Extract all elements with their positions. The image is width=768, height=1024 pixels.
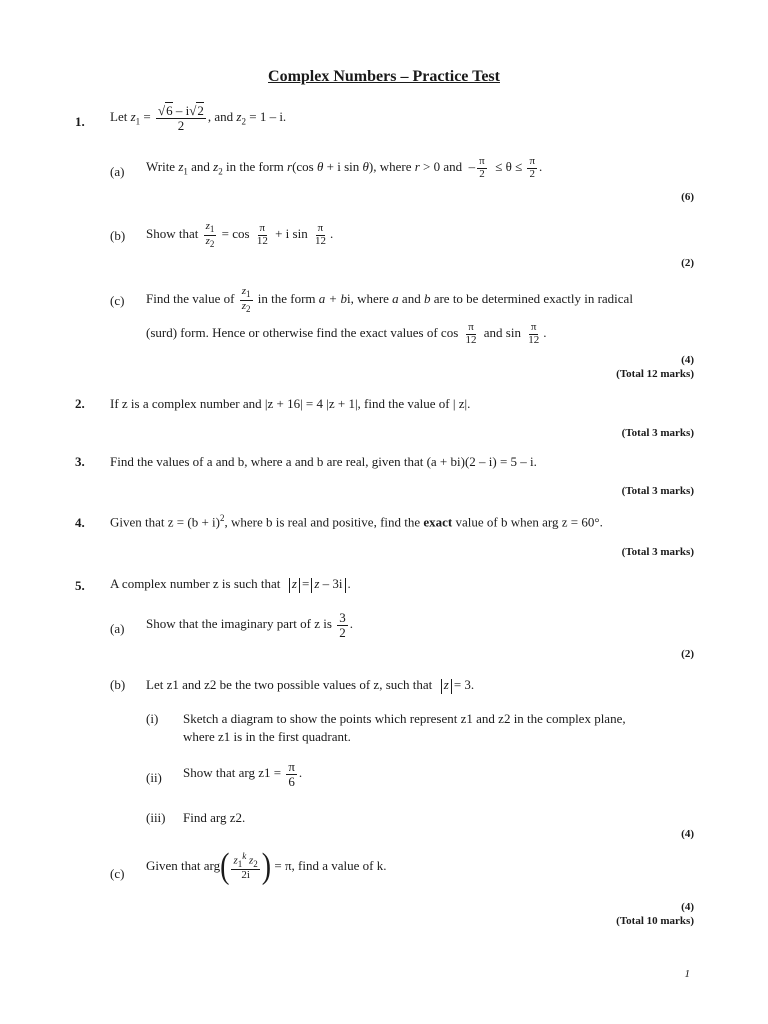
q5bii-label: (ii) bbox=[146, 770, 162, 785]
q5-total: (Total 10 marks) bbox=[616, 915, 694, 927]
q1-stem: Let $z_1$ = $\frac{√6 - i√2}{2}$ , and $z_2 = 1 - i$. bbox=[110, 103, 287, 133]
q5bii-text: Show that arg z1 = $\frac{\pi}{6}$ . bbox=[183, 759, 303, 789]
q1-total: (Total 12 marks) bbox=[616, 368, 694, 380]
q4-text: Given that $z = (b + i)^2$, where b is real and positive, find the exact value of b when arg z = 60°. bbox=[110, 513, 603, 530]
q2-total: (Total 3 marks) bbox=[621, 427, 694, 439]
q1a-marks: (6) bbox=[681, 191, 694, 203]
q5c-label: (c) bbox=[110, 866, 125, 881]
q5bi-line2: where z1 is in the first quadrant. bbox=[183, 729, 351, 744]
q5c-text: Given that arg( $\frac{z_1^k z_2}{2i}$ ) = π, find a value of k. bbox=[146, 846, 387, 887]
q1c-line2: (surd) form. Hence or otherwise find the exact values of cos $\frac{\pi}{12}$ and sin $\frac{\pi}{12}$ . bbox=[146, 321, 547, 346]
q1c-marks: (4) bbox=[681, 354, 694, 366]
q1b-text: Show that $\frac{z_1}{z_2}$ = cos $\frac{\pi}{12}$ + i sin $\frac{\pi}{12}$ . bbox=[146, 220, 334, 249]
q1b-label: (b) bbox=[110, 228, 126, 243]
q5b-label: (b) bbox=[110, 677, 126, 692]
question-number: 3. bbox=[75, 454, 85, 469]
q5a-text: Show that the imaginary part of z is $\frac{3}{2}$ . bbox=[146, 610, 353, 640]
q1c-label: (c) bbox=[110, 293, 125, 308]
q1c-line1: Find the value of $\frac{z_1}{z_2}$ in the form a + bi, where a and b are to be determined exactly in radical bbox=[146, 285, 633, 314]
q3-text: Find the values of a and b, where a and b are real, given that (a + bi)(2 – i) = 5 – i. bbox=[110, 454, 537, 469]
q3-total: (Total 3 marks) bbox=[621, 485, 694, 497]
q5a-label: (a) bbox=[110, 621, 125, 636]
q5-intro: A complex number z is such that z = z – 3i . bbox=[110, 576, 351, 591]
q5b-marks: (4) bbox=[681, 828, 694, 840]
q5bi-label: (i) bbox=[146, 711, 159, 726]
question-number: 4. bbox=[75, 515, 85, 530]
q5a-marks: (2) bbox=[681, 648, 694, 660]
q1a-text: Write $z_1$ and $z_2$ in the form r(cos θ + i sin θ), where r > 0 and – $\frac{\pi}{2}$ ≤ θ ≤ $\frac{\pi}{2}$ . bbox=[146, 155, 543, 180]
question-number: 5. bbox=[75, 578, 85, 593]
q2-text: If z is a complex number and |z + 16| = 4 |z + 1|, find the value of | z|. bbox=[110, 396, 471, 411]
q1a-label: (a) bbox=[110, 164, 125, 179]
q1b-marks: (2) bbox=[681, 257, 694, 269]
q5b-text: Let z1 and z2 be the two possible values of z, such that z = 3. bbox=[146, 677, 475, 692]
question-number: 2. bbox=[75, 396, 85, 411]
page-title: Complex Numbers – Practice Test bbox=[268, 68, 500, 85]
q5biii-text: Find arg z2. bbox=[183, 810, 246, 825]
z1-fraction: $\frac{√6 - i√2}{2}$ bbox=[157, 103, 204, 133]
q5bi-line1: Sketch a diagram to show the points which represent z1 and z2 in the complex plane, bbox=[183, 711, 626, 726]
q4-total: (Total 3 marks) bbox=[621, 546, 694, 558]
question-number: 1. bbox=[75, 114, 85, 129]
page-number: 1 bbox=[684, 968, 690, 980]
q5c-marks: (4) bbox=[681, 901, 694, 913]
q5biii-label: (iii) bbox=[146, 810, 166, 825]
